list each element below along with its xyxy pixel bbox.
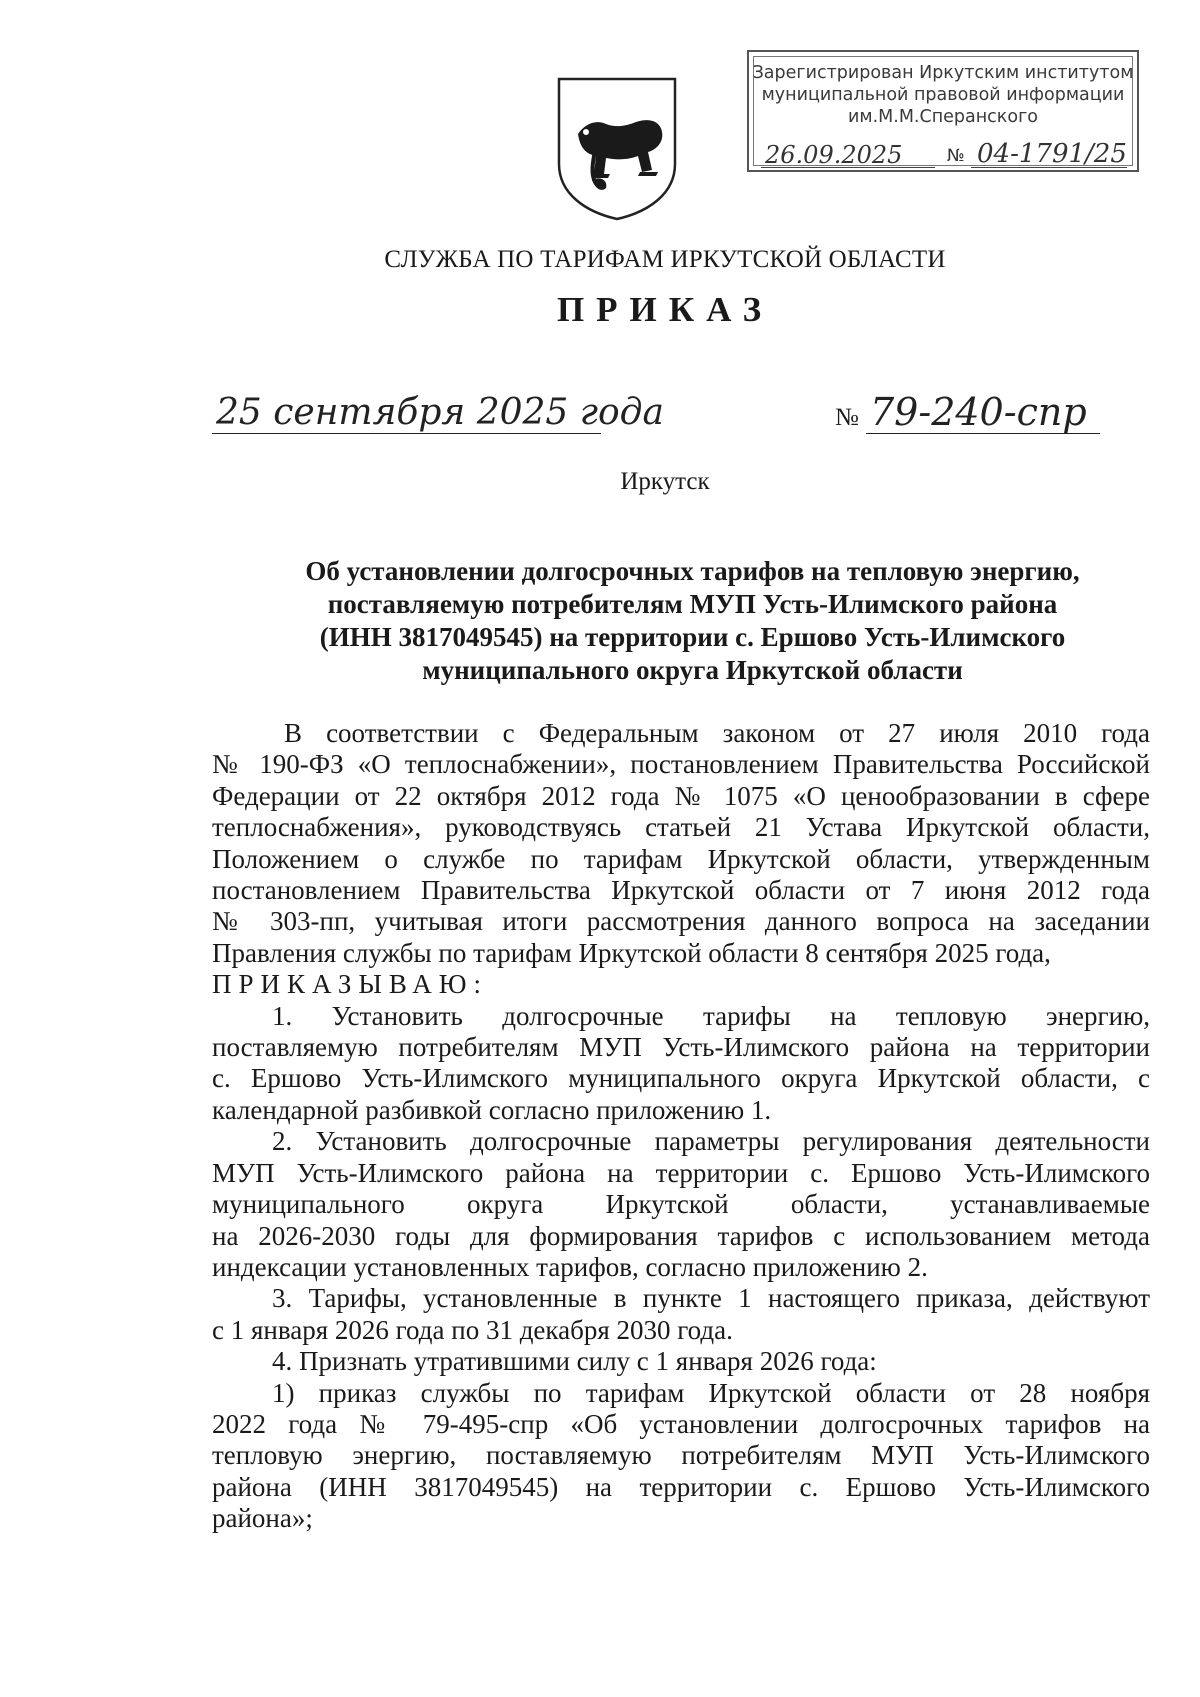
body-line: на 2026-2030 годы для формирования тарифов с использованием метода — [212, 1220, 1150, 1251]
title-line: (ИНН 3817049545) на территории с. Ершово Усть-Илимского — [319, 622, 1066, 652]
order-number-label: № — [835, 404, 859, 431]
body-line: тепловую энергию, поставляемую потребителям МУП Усть-Илимского — [212, 1440, 1150, 1471]
body-line: В соответствии с Федеральным законом от 27 июля 2010 года — [284, 718, 1150, 748]
stamp-line-2: муниципальной правовой информации — [761, 85, 1125, 105]
body-line: № 190-ФЗ «О теплоснабжении», постановлением Правительства Российской — [212, 749, 1150, 780]
item-1-paragraph — [212, 1001, 1150, 1127]
title-line: муниципального округа Иркутской области — [422, 655, 963, 685]
organization-name: СЛУЖБА ПО ТАРИФАМ ИРКУТСКОЙ ОБЛАСТИ — [384, 246, 946, 273]
item-3-paragraph — [212, 1283, 1150, 1346]
body-line: 2. Установить долгосрочные параметры регулирования деятельности — [272, 1126, 1150, 1157]
title-line: Об установлении долгосрочных тарифов на тепловую энергию, — [305, 556, 1080, 586]
document-title — [240, 555, 1145, 687]
body-line: МУП Усть-Илимского района на территории с. Ершово Усть-Илимского — [212, 1157, 1150, 1188]
stamp-line-3: им.М.М.Сперанского — [848, 107, 1038, 127]
body-line: № 303-пп, учитывая итоги рассмотрения данного вопроса на заседании — [212, 906, 1150, 937]
body-line: 1. Установить долгосрочные тарифы на тепловую энергию, — [272, 1000, 1150, 1031]
document-body — [212, 718, 1150, 1535]
registration-stamp — [747, 50, 1139, 172]
body-line: с. Ершово Усть-Илимского муниципального округа Иркутской области, с — [212, 1063, 1150, 1094]
item-2-paragraph — [212, 1126, 1150, 1283]
body-line: Правления службы по тарифам Иркутской области 8 сентября 2025 года, — [212, 937, 1051, 968]
stamp-registration-date: 26.09.2025 — [761, 143, 935, 168]
body-line: календарной разбивкой согласно приложению 1. — [212, 1094, 772, 1125]
body-line: индексации установленных тарифов, согласно приложению 2. — [212, 1251, 928, 1282]
city-name: Иркутск — [620, 468, 710, 495]
preamble-paragraph — [212, 718, 1150, 969]
body-line: Федерации от 22 октября 2012 года № 1075 «О ценообразовании в сфере — [212, 780, 1150, 811]
body-line: 2022 года № 79-495-спр «Об установлении долгосрочных тарифов на — [212, 1408, 1150, 1439]
body-line: Положением о службе по тарифам Иркутской области, утвержденным — [212, 843, 1150, 874]
body-line: поставляемую потребителям МУП Усть-Илимского района на территории — [212, 1032, 1150, 1063]
order-number: 79-240-спр — [866, 391, 1100, 434]
body-line: постановлением Правительства Иркутской области от 7 июня 2012 года — [212, 875, 1150, 906]
item-4-paragraph — [212, 1346, 1150, 1377]
stamp-line-1: Зарегистрирован Иркутским институтом — [752, 63, 1134, 83]
stamp-number-label: № — [947, 146, 965, 166]
item-4-1-paragraph — [212, 1378, 1150, 1535]
body-line: муниципального округа Иркутской области, устанавливаемые — [212, 1189, 1150, 1220]
body-line: района»; — [212, 1503, 313, 1534]
body-line: теплоснабжения», руководствуясь статьей 21 Устава Иркутской области, — [212, 812, 1150, 843]
body-line: с 1 января 2026 года по 31 декабря 2030 года. — [212, 1314, 733, 1345]
body-line: 4. Признать утратившими силу с 1 января 2026 года: — [272, 1346, 877, 1377]
body-line: района (ИНН 3817049545) на территории с. Ершово Усть-Илимского — [212, 1471, 1150, 1502]
order-word-text: ПРИКАЗЫВАЮ: — [212, 969, 488, 1000]
body-line: 1) приказ службы по тарифам Иркутской области от 28 ноября — [272, 1377, 1150, 1408]
order-date: 25 сентября 2025 года — [212, 393, 601, 434]
stamp-registration-number: 04-1791/25 — [971, 141, 1127, 168]
order-word — [212, 969, 1150, 1000]
document-type: ПРИКАЗ — [556, 290, 774, 329]
body-line: 3. Тарифы, установленные в пункте 1 настоящего приказа, действуют — [272, 1283, 1150, 1314]
coat-of-arms-emblem — [556, 76, 678, 222]
title-line: поставляемую потребителям МУП Усть-Илимского района — [327, 589, 1058, 619]
